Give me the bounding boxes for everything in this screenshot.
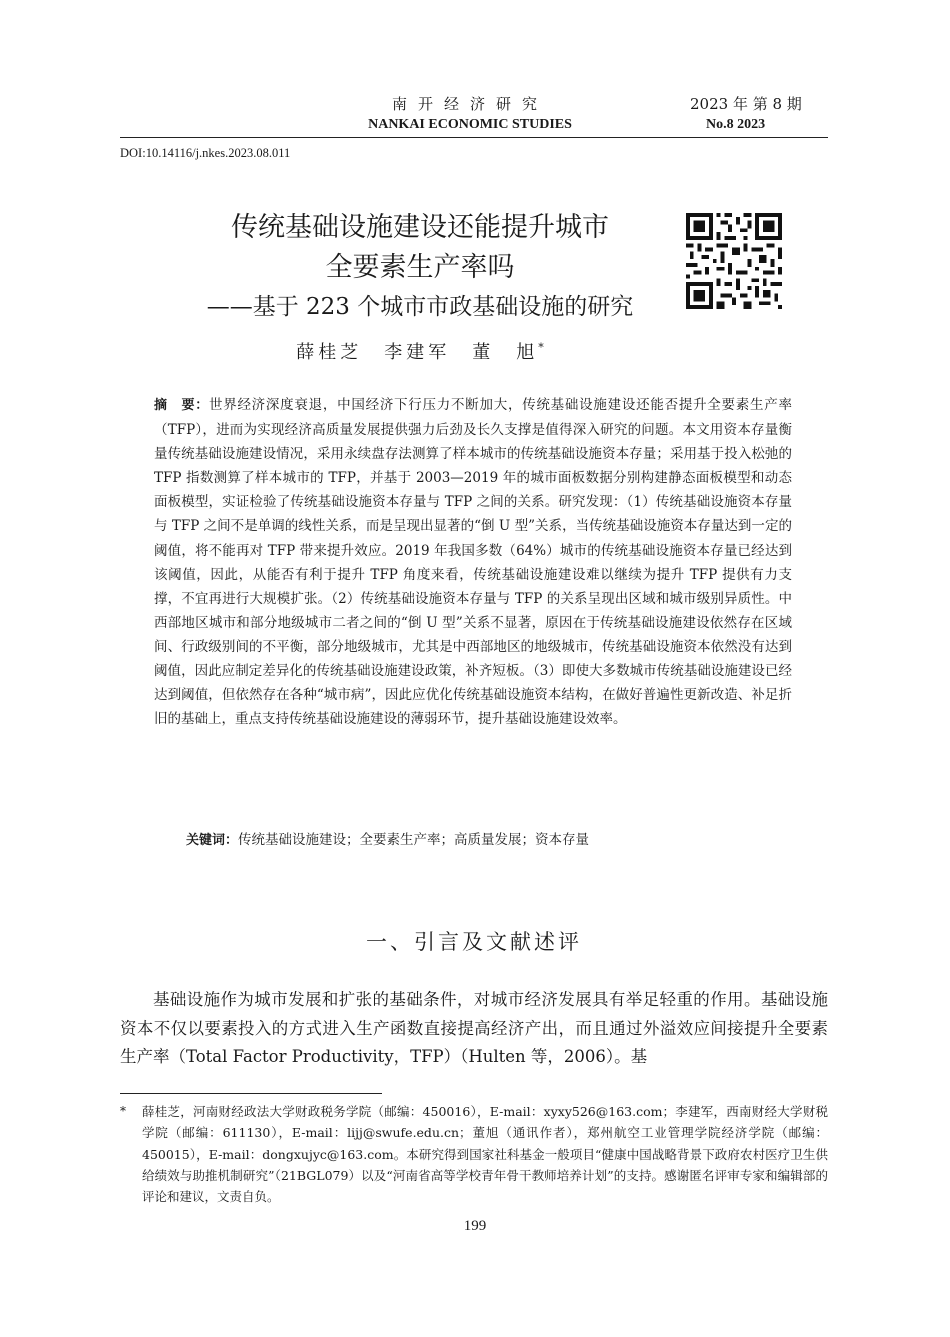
keywords-label: 关键词： bbox=[186, 833, 239, 848]
keywords bbox=[186, 828, 786, 853]
article-title-line-2: 全要素生产率吗 bbox=[325, 252, 515, 283]
doi: DOI:10.14116/j.nkes.2023.08.011 bbox=[120, 146, 291, 160]
footnote-divider bbox=[120, 1093, 382, 1094]
article-subtitle: ——基于 223 个城市市政基础设施的研究 bbox=[206, 294, 634, 320]
abstract-text: 世界经济深度衰退，中国经济下行压力不断加大，传统基础设施建设还能否提升全要素生产率（TFP），进而为实现经济高质量发展提供强力后劲及长久支撑是值得深入研究的问题。本文用资本存量衡量传统基础设施建设情况，采用永续盘存法测算了样本城市的传统基础设施资本存量；采用基于投入松弛的 TFP 指数测算了样本城市的 TFP，并基于 2003—2019 年的城市面板数据分别构建静态面板模型和动态面板模型，实证检验了传统基础设施资本存量与 TFP 之间的关系。研究发现：（1）传统基础设施资本存量与 TFP 之间不是单调的线性关系，而是呈现出显著的“倒 U 型”关系，当传统基础设施资本存量达到一定的阈值，将不能再对 TFP 带来提升效应。2019 年我国多数（64%）城市的传统基础设施资本存量已经达到该阈值，因此，从能否有利于提升 TFP 角度来看，传统基础设施建设难以继续为提升 TFP 提供有力支撑，不宜再进行大规模扩张。（2）传统基础设施资本存量与 TFP 的关系呈现出区域和城市级别异质性。中西部地区城市和部分地级城市二者之间的“倒 U 型”关系不显著，原因在于传统基础设施建设依然存在区域间、行政级别间的不平衡，部分地级城市，尤其是中西部地区的地级城市，传统基础设施资本依然没有达到阈值，因此应制定差异化的传统基础设施建设政策，补齐短板。（3）即使大多数城市传统基础设施建设已经达到阈值，但依然存在各种“城市病”，因此应优化传统基础设施资本结构，在做好普遍性更新改造、补足折旧的基础上，重点支持传统基础设施建设的薄弱环节，提升基础设施建设效率。 bbox=[154, 397, 792, 728]
journal-name-cn: 南开经济研究 bbox=[391, 95, 548, 113]
issue-label-cn: 2023 年 第 8 期 bbox=[690, 95, 802, 113]
qr-code-icon bbox=[686, 213, 782, 309]
keywords-text: 传统基础设施建设；全要素生产率；高质量发展；资本存量 bbox=[238, 832, 590, 848]
author-list bbox=[270, 338, 570, 364]
abstract bbox=[154, 393, 792, 731]
journal-name-en: NANKAI ECONOMIC STUDIES bbox=[368, 117, 572, 132]
header-divider bbox=[120, 137, 828, 138]
article-title-line-1: 传统基础设施建设还能提升城市 bbox=[231, 212, 609, 243]
footnote-text: 薛桂芝，河南财经政法大学财政税务学院（邮编：450016），E-mail：xyxy526@163.com；李建军，西南财经大学财税学院（邮编：611130），E-mail：lijj@swufe.edu.cn；董旭（通讯作者），郑州航空工业管理学院经济学院（邮编：450015），E-mail：dongxujyc@163.com。本研究得到国家社科基金一般项目“健康中国战略背景下政府农村医疗卫生供给绩效与助推机制研究”（21BGL079）以及“河南省高等学校青年骨干教师培养计划”的支持。感谢匿名评审专家和编辑部的评论和建议，文责自负。 bbox=[142, 1104, 828, 1205]
footnote-mark: * bbox=[120, 1104, 126, 1118]
issue-label-en: No.8 2023 bbox=[706, 117, 766, 132]
author-footnote-mark: * bbox=[538, 341, 544, 354]
page-number: 199 bbox=[463, 1218, 487, 1234]
author-names: 薛桂芝 李建军 董 旭 bbox=[296, 342, 539, 363]
abstract-label: 摘 要： bbox=[154, 398, 209, 413]
body-paragraph: 基础设施作为城市发展和扩张的基础条件，对城市经济发展具有举足轻重的作用。基础设施资本不仅以要素投入的方式进入生产函数直接提高经济产出，而且通过外溢效应间接提升全要素生产率（Total Factor Productivity，TFP）（Hulten 等，2006）。基 bbox=[120, 990, 828, 1066]
section-heading: 一、引言及文献述评 bbox=[366, 930, 582, 954]
